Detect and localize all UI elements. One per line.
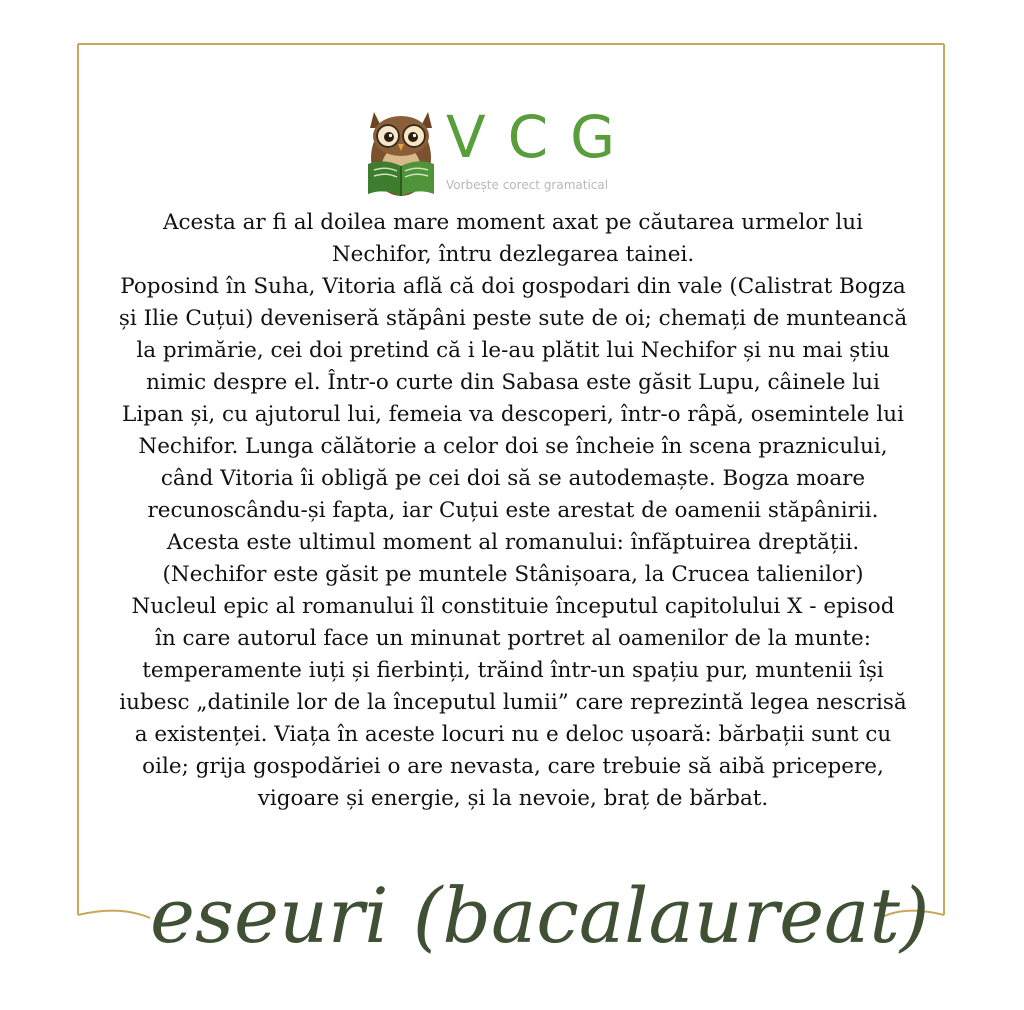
paragraph-3: Nucleul epic al romanului îl constituie începutul capitolului X - episod în care autorul face un minunat portret al oamenilor de la munte: temperamente iuți și fierbinți, trăind într-un spațiu pur, muntenii își iubesc „datinile lor de la începutul lumii” care reprezintă legea nescrisă a existenței. Viața în aceste locuri nu e deloc ușoară: bărbații sunt cu oile; grija gospodăriei o are nevasta, care trebuie să aibă pricepere, vigoare și energie, și la nevoie, braț de bărbat. bbox=[119, 594, 907, 811]
owl-reading-book-icon bbox=[360, 98, 442, 204]
essay-body bbox=[118, 207, 908, 815]
vcg-logo bbox=[360, 98, 660, 204]
paragraph-1: Acesta ar fi al doilea mare moment axat pe căutarea urmelor lui Nechifor, întru dezlegarea tainei. bbox=[162, 210, 864, 267]
paragraph-2: Poposind în Suha, Vitoria află că doi gospodari din vale (Calistrat Bogza și Ilie Cuțui) deveniseră stăpâni peste sute de oi; chemați de munteancă la primărie, cei doi pretind că i le-au plătit lui Nechifor și nu mai știu nimic despre el. Într-o curte din Sabasa este găsit Lupu, câinele lui Lipan și, cu ajutorul lui, femeia va descoperi, într-o râpă, osemintele lui Nechifor. Lunga călătorie a celor doi se încheie în scena praznicului, când Vitoria îi obligă pe cei doi să se autodemaște. Bogza moare recunoscându-și fapta, iar Cuțui este arestat de oamenii stăpânirii. Acesta este ultimul moment al romanului: înfăptuirea dreptății. (Nechifor este găsit pe muntele Stânișoara, la Crucea talienilor) bbox=[118, 274, 908, 587]
footer-title: eseuri (bacalaureat) bbox=[150, 871, 930, 960]
frame-bottom-left-flourish bbox=[78, 911, 150, 918]
logo-tagline: Vorbește corect gramatical bbox=[446, 178, 609, 192]
logo-letters: VCG bbox=[446, 103, 638, 171]
